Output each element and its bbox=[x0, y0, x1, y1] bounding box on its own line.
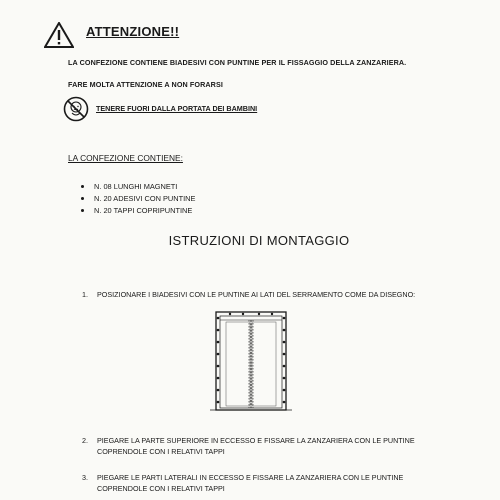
step-2 bbox=[82, 435, 482, 459]
contents-list bbox=[80, 181, 195, 217]
warning-triangle-icon bbox=[44, 22, 74, 48]
step-number: 2. bbox=[82, 436, 88, 445]
warning-title: ATTENZIONE!! bbox=[86, 24, 180, 39]
step-text-line: COPRENDOLE CON I RELATIVI TAPPI bbox=[97, 484, 225, 493]
door-frame-magnetic-screen-icon bbox=[200, 310, 300, 416]
step-text: POSIZIONARE I BIADESIVI CON LE PUNTINE AI LATI DEL SERRAMENTO COME DA DISEGNO: bbox=[97, 290, 416, 299]
keep-away-from-children-text: TENERE FUORI DALLA PORTATA DEI BAMBINI bbox=[96, 104, 258, 113]
step-text bbox=[97, 435, 415, 457]
list-item: N. 08 LUNGHI MAGNETI bbox=[80, 181, 195, 193]
list-item: N. 20 ADESIVI CON PUNTINE bbox=[80, 193, 195, 205]
step-text-line: COPRENDOLE CON I RELATIVI TAPPI bbox=[97, 447, 225, 456]
instructions-title: ISTRUZIONI DI MONTAGGIO bbox=[168, 233, 350, 248]
list-item: N. 20 TAPPI COPRIPUNTINE bbox=[80, 205, 195, 217]
no-children-icon bbox=[63, 96, 89, 122]
step-number: 3. bbox=[82, 473, 88, 482]
warning-line-caution: FARE MOLTA ATTENZIONE A NON FORARSI bbox=[68, 80, 223, 89]
step-text-line: PIEGARE LE PARTI LATERALI IN ECCESSO E FISSARE LA ZANZARIERA CON LE PUNTINE bbox=[97, 473, 404, 482]
step-text bbox=[97, 472, 403, 494]
step-number: 1. bbox=[82, 290, 88, 299]
warning-line-contents: LA CONFEZIONE CONTIENE BIADESIVI CON PUNTINE PER IL FISSAGGIO DELLA ZANZARIERA. bbox=[68, 58, 407, 67]
step-3 bbox=[82, 472, 482, 496]
step-1 bbox=[82, 289, 462, 301]
contents-heading: LA CONFEZIONE CONTIENE: bbox=[68, 153, 183, 163]
step-text-line: PIEGARE LA PARTE SUPERIORE IN ECCESSO E FISSARE LA ZANZARIERA CON LE PUNTINE bbox=[97, 436, 415, 445]
